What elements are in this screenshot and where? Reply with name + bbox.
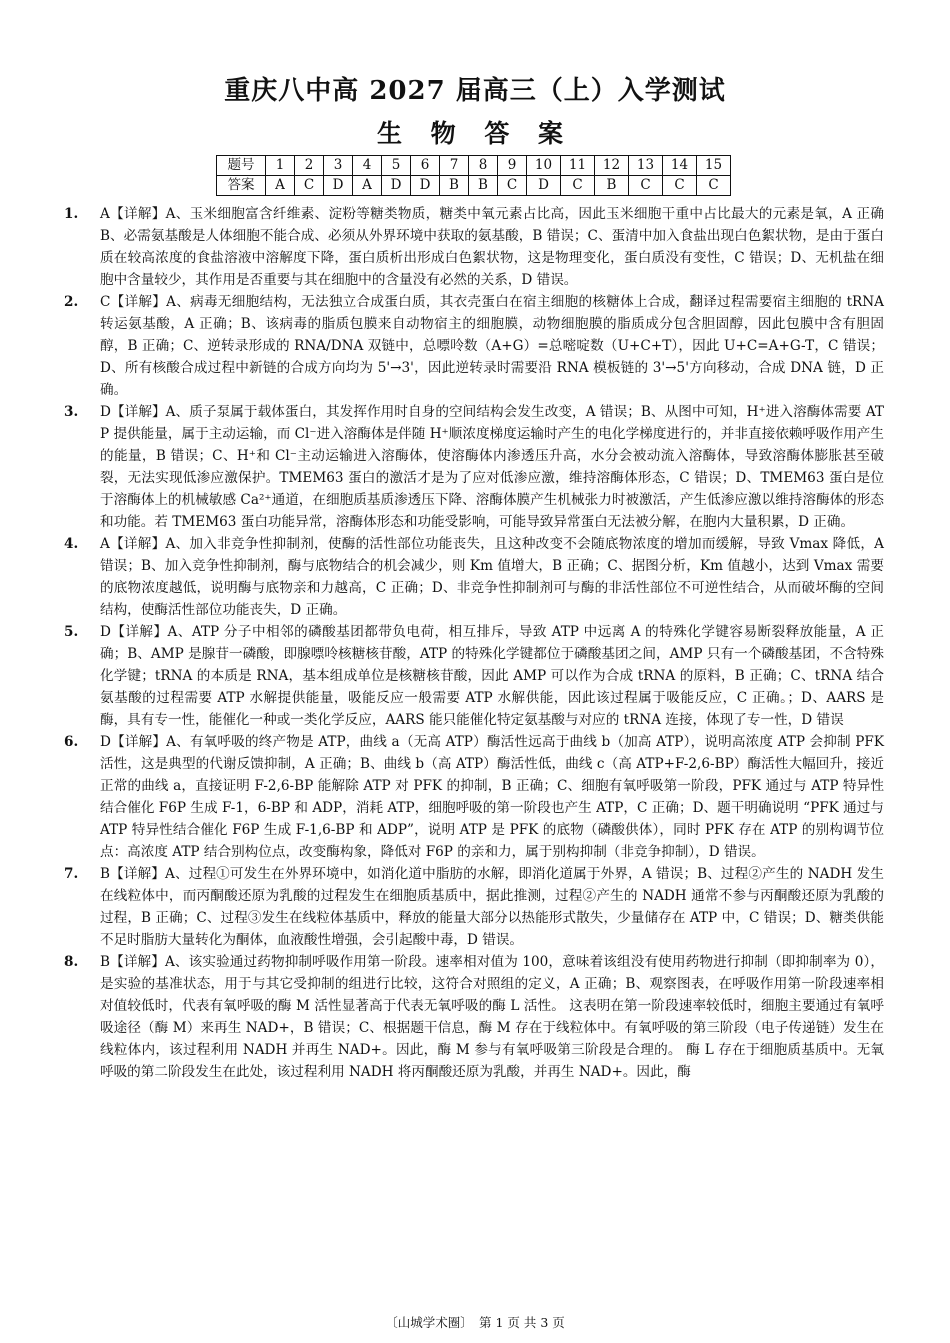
item-number: 6. bbox=[64, 734, 79, 750]
question-number: 10 bbox=[527, 156, 561, 176]
question-number: 6 bbox=[411, 156, 440, 176]
answer-table bbox=[216, 155, 731, 196]
answer-letter: B bbox=[440, 176, 469, 196]
answer-letter: D bbox=[411, 176, 440, 196]
question-number: 9 bbox=[498, 156, 527, 176]
question-number: 2 bbox=[295, 156, 324, 176]
item-text: A【详解】A、加入非竞争性抑制剂，使酶的活性部位功能丧失，且这种改变不会随底物浓度的增加而缓解，导致 Vmax 降低，A 错误；B、加入竞争性抑制剂，酶与底物结合的机会减少，则 Km 值增大，B 正确；C、据图分析，Km 值越小，达到 Vmax 需要的底物浓度越低，说明酶与底物亲和力越高，C 正确；D、非竞争性抑制剂可与酶的非活性部位不可逆性结合，从而破坏酶的空间结构，使酶活性部位功能丧失，D 正确。 bbox=[100, 536, 884, 618]
answer-table-number-row bbox=[217, 156, 731, 176]
explanation-item bbox=[64, 401, 884, 533]
question-number: 15 bbox=[697, 156, 731, 176]
question-number: 3 bbox=[324, 156, 353, 176]
answer-letter: C bbox=[629, 176, 663, 196]
answer-letter: D bbox=[382, 176, 411, 196]
answer-letter: C bbox=[697, 176, 731, 196]
question-number: 5 bbox=[382, 156, 411, 176]
question-number: 12 bbox=[595, 156, 629, 176]
item-number: 2. bbox=[64, 294, 79, 310]
answer-letter: D bbox=[527, 176, 561, 196]
question-number: 14 bbox=[663, 156, 697, 176]
item-text: D【详解】A、质子泵属于载体蛋白，其发挥作用时自身的空间结构会发生改变，A 错误；B、从图中可知，H⁺进入溶酶体需要 ATP 提供能量，属于主动运输，而 Cl⁻进入溶酶体是伴随 H⁺顺浓度梯度运输时产生的电化学梯度进行的，并非直接依赖呼吸作用产生的能量，B 错误；C、H⁺和 Cl⁻主动运输进入溶酶体，使溶酶体内渗透压升高，水分会被动流入溶酶体，导致溶酶体膨胀甚至破裂，无法实现低渗应激保护。TMEM63 蛋白的激活才是为了应对低渗应激，维持溶酶体形态，C 错误；D、TMEM63 蛋白是位于溶酶体上的机械敏感 Ca²⁺通道，在细胞质基质渗透压下降、溶酶体膜产生机械张力时被激活，产生低渗应激以维持溶酶体的形态和功能。若 TMEM63 蛋白功能异常，溶酶体形态和功能受影响，可能导致异常蛋白无法被分解，在胞内大量积累，D 正确。 bbox=[100, 404, 884, 530]
item-number: 8. bbox=[64, 954, 79, 970]
question-number: 8 bbox=[469, 156, 498, 176]
answer-letter: C bbox=[663, 176, 697, 196]
item-text: D【详解】A、ATP 分子中相邻的磷酸基团都带负电荷，相互排斥，导致 ATP 中远离 A 的特殊化学键容易断裂释放能量，A 正确；B、AMP 是腺苷一磷酸，即腺嘌呤核糖核苷酸，ATP 的特殊化学键都位于磷酸基团之间，AMP 只有一个磷酸基团，不含特殊化学键；tRNA 的本质是 RNA，基本组成单位是核糖核苷酸，因此 AMP 可以作为合成 tRNA 的原料，B 正确；C、tRNA 结合氨基酸的过程需要 ATP 水解提供能量，吸能反应一般需要 ATP 水解供能，因此该过程属于吸能反应，C 正确。；D、AARS 是酶，具有专一性，能催化一种或一类化学反应，AARS 能只能催化特定氨基酸与对应的 tRNA 连接，体现了专一性，D 错误 bbox=[100, 624, 884, 728]
item-text: A【详解】A、玉米细胞富含纤维素、淀粉等糖类物质，糖类中氧元素占比高，因此玉米细胞干重中占比最大的元素是氧，A 正确 B、必需氨基酸是人体细胞不能合成、必须从外界环境中获取的氨基酸，B 错误；C、蛋清中加入食盐出现白色絮状物，是由于蛋白质在较高浓度的食盐溶液中溶解度下降，蛋白质析出形成白色絮状物，这是物理变化，蛋白质没有变性，C 错误；D、无机盐在细胞中含量较少，其作用是否重要与其在细胞中的含量没有必然的关系，D 错误。 bbox=[100, 206, 884, 288]
explanation-list bbox=[64, 203, 884, 1083]
page-subtitle: 生 物 答 案 bbox=[376, 119, 574, 148]
item-text: B【详解】A、过程①可发生在外界环境中，如消化道中脂肪的水解，即消化道属于外界，A 错误；B、过程②产生的 NADH 发生在线粒体中，而丙酮酸还原为乳酸的过程发生在细胞质基质中，据此推测，过程②产生的 NADH 通常不参与丙酮酸还原为乳酸的过程，B 正确；C、过程③发生在线粒体基质中，释放的能量大部分以热能形式散失，少量储存在 ATP 中，C 错误；D、糖类供能不足时脂肪大量转化为酮体，血液酸性增强，会引起酸中毒，D 错误。 bbox=[100, 866, 884, 948]
explanation-item bbox=[64, 533, 884, 621]
answer-letter: C bbox=[561, 176, 595, 196]
explanation-item bbox=[64, 731, 884, 863]
answer-table-row2-label: 答案 bbox=[217, 176, 266, 196]
answer-letter: B bbox=[595, 176, 629, 196]
answer-letter: A bbox=[266, 176, 295, 196]
question-number: 13 bbox=[629, 156, 663, 176]
explanation-item bbox=[64, 951, 884, 1083]
explanation-item bbox=[64, 863, 884, 951]
question-number: 11 bbox=[561, 156, 595, 176]
page-footer: 〔山城学术圈〕 第 1 页 共 3 页 bbox=[385, 1315, 565, 1330]
answer-letter: B bbox=[469, 176, 498, 196]
answer-letter: D bbox=[324, 176, 353, 196]
item-text: B【详解】A、该实验通过药物抑制呼吸作用第一阶段。速率相对值为 100，意味着该组没有使用药物进行抑制（即抑制率为 0），是实验的基准状态，用于与其它受抑制的组进行比较，这符合对照组的定义，A 正确；B、观察图表，在呼吸作用第一阶段速率相对值较低时，代表有氧呼吸的酶 M 活性显著高于代表无氧呼吸的酶 L 活性。 这表明在第一阶段速率较低时，细胞主要通过有氧呼吸途径（酶 M）来再生 NAD+，B 错误；C、根据题干信息，酶 M 存在于线粒体中。有氧呼吸的第三阶段（电子传递链）发生在线粒体内，该过程利用 NADH 并再生 NAD+。因此，酶 M 参与有氧呼吸第三阶段是合理的。 酶 L 存在于细胞质基质中。无氧呼吸的第二阶段发生在此处，该过程利用 NADH 将丙酮酸还原为乳酸，并再生 NAD+。因此，酶 bbox=[100, 954, 884, 1080]
answer-table-row1-label: 题号 bbox=[217, 156, 266, 176]
explanation-item bbox=[64, 291, 884, 401]
answer-letter: A bbox=[353, 176, 382, 196]
explanation-item bbox=[64, 621, 884, 731]
item-text: D【详解】A、有氧呼吸的终产物是 ATP，曲线 a（无高 ATP）酶活性远高于曲线 b（加高 ATP），说明高浓度 ATP 会抑制 PFK 活性，这是典型的代谢反馈抑制，A 正确；B、曲线 b（高 ATP）酶活性低，曲线 c（高 ATP+F-2,6-BP）酶活性大幅回升，接近正常的曲线 a，直接证明 F-2,6-BP 能解除 ATP 对 PFK 的抑制，B 正确；C、细胞有氧呼吸第一阶段，PFK 通过与 ATP 特异性结合催化 F6P 生成 F-1，6-BP 和 ADP，消耗 ATP，细胞呼吸的第一阶段也产生 ATP，C 正确；D、题干明确说明 “PFK 通过与 ATP 特异性结合催化 F6P 生成 F-1,6-BP 和 ADP”，说明 ATP 是 PFK 的底物（磷酸供体），同时 PFK 存在 ATP 的别构调节位点：高浓度 ATP 结合别构位点，改变酶构象，降低对 F6P 的亲和力，属于别构抑制（非竞争抑制），D 错误。 bbox=[100, 734, 884, 860]
answer-letter: C bbox=[295, 176, 324, 196]
answer-letter: C bbox=[498, 176, 527, 196]
question-number: 7 bbox=[440, 156, 469, 176]
question-number: 1 bbox=[266, 156, 295, 176]
item-number: 1. bbox=[64, 206, 79, 222]
item-number: 3. bbox=[64, 404, 79, 420]
item-text: C【详解】A、病毒无细胞结构，无法独立合成蛋白质，其衣壳蛋白在宿主细胞的核糖体上合成，翻译过程需要宿主细胞的 tRNA 转运氨基酸，A 正确；B、该病毒的脂质包膜来自动物宿主的细胞膜，动物细胞膜的脂质成分包含胆固醇，因此包膜中含有胆固醇，B 正确；C、逆转录形成的 RNA/DNA 双链中，总嘌呤数（A+G）=总嘧啶数（U+C+T），因此 U+C=A+G-T，C 错误；D、所有核酸合成过程中新链的合成方向均为 5'→3'，因此逆转录时需要沿 RNA 模板链的 3'→5'方向移动，合成 DNA 链，D 正确。 bbox=[100, 294, 884, 398]
explanation-item bbox=[64, 203, 884, 291]
item-number: 4. bbox=[64, 536, 79, 552]
page-title: 重庆八中高 2027 届高三（上）入学测试 bbox=[224, 76, 726, 106]
item-number: 5. bbox=[64, 624, 79, 640]
item-number: 7. bbox=[64, 866, 79, 882]
answer-table-answer-row bbox=[217, 176, 731, 196]
question-number: 4 bbox=[353, 156, 382, 176]
